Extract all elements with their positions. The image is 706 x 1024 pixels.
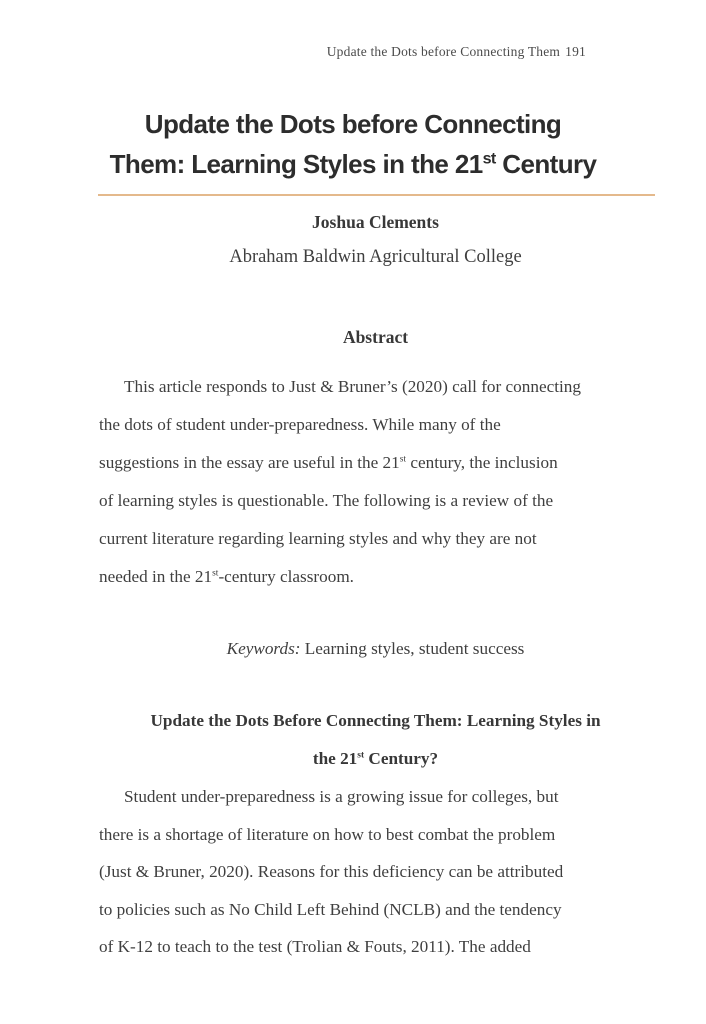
keywords-line: Keywords: Learning styles, student success	[226, 639, 525, 658]
body-paragraph: Student under-preparedness is a growing issue for colleges, but there is a shortage of literature on how to best combat the problem (Just & Bruner, 2020). Reasons for this deficiency can be attributed to policies such as No Child Left Behind (NCLB) and the tendency of K-12 to teach to the test (Trolian & Fouts, 2011). The added	[99, 787, 564, 957]
author-affiliation: Abraham Baldwin Agricultural College	[229, 247, 522, 267]
title-underline	[98, 194, 655, 196]
running-head	[327, 44, 586, 60]
page-number: 191	[565, 44, 586, 59]
abstract-heading: Abstract	[342, 327, 409, 347]
running-head-text: Update the Dots before Connecting Them	[326, 44, 561, 59]
article-title: Update the Dots before Connecting Them: Learning Styles in the 21st Century	[109, 109, 597, 179]
author-name: Joshua Clements	[312, 212, 439, 232]
abstract-paragraph: This article responds to Just & Bruner’s (2020) call for connecting the dots of student under-preparedness. While many of the suggestions in the essay are useful in the 21st century, the inclusion of learning styles is questionable. The following is a review of the current literature regarding learning styles and why they are not needed in the 21st-century classroom.	[99, 377, 581, 586]
section-heading: Update the Dots Before Connecting Them: Learning Styles in the 21st Century?	[150, 711, 601, 768]
